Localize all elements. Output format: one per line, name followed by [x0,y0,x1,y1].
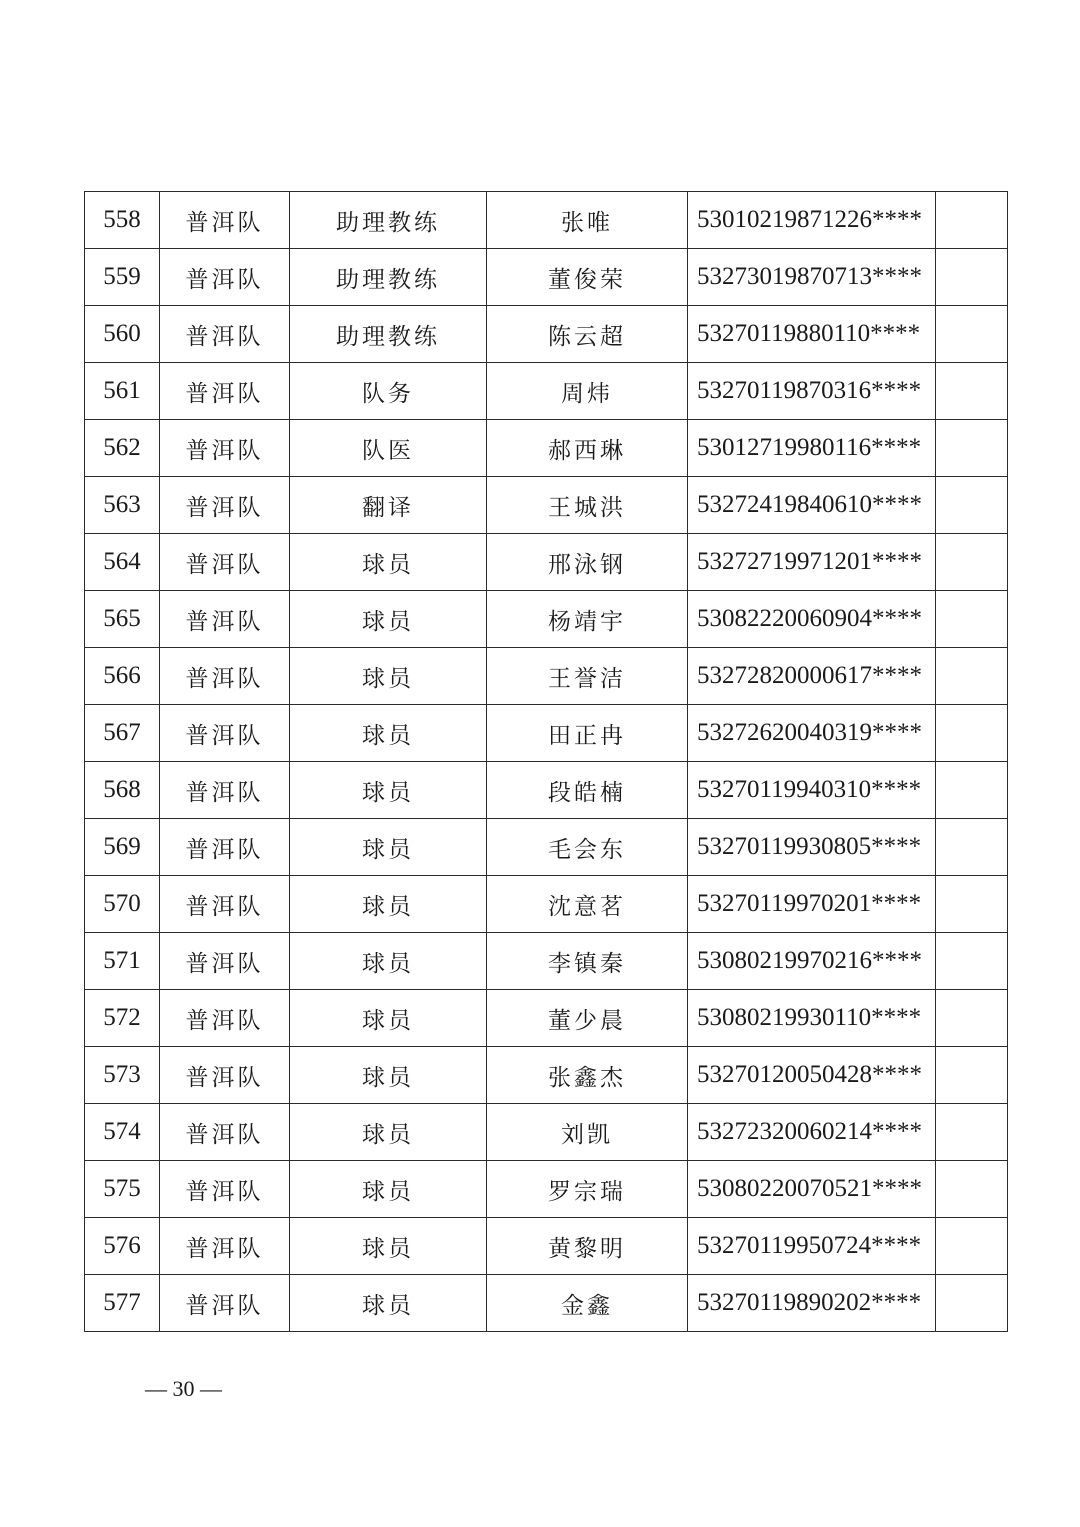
row-number-cell: 566 [85,648,160,705]
remarks-cell [936,1047,1008,1104]
remarks-cell [936,1161,1008,1218]
table-row [85,1275,1008,1332]
team-cell: 普洱队 [160,990,290,1047]
page-number: — 30 — [145,1376,222,1401]
row-number-cell: 573 [85,1047,160,1104]
role-cell: 球员 [290,762,487,819]
role-cell: 球员 [290,819,487,876]
table-row [85,1104,1008,1161]
table-row [85,762,1008,819]
id-number-cell: 53080219930110**** [688,990,936,1047]
team-cell: 普洱队 [160,1161,290,1218]
person-name-cell: 李镇秦 [487,933,688,990]
person-name-cell: 张鑫杰 [487,1047,688,1104]
id-number-cell: 53272719971201**** [688,534,936,591]
row-number-cell: 568 [85,762,160,819]
table-row [85,534,1008,591]
remarks-cell [936,762,1008,819]
row-number-cell: 572 [85,990,160,1047]
role-cell: 球员 [290,1104,487,1161]
person-name-cell: 王誉洁 [487,648,688,705]
id-number-cell: 53270119950724**** [688,1218,936,1275]
id-number-cell: 53270120050428**** [688,1047,936,1104]
id-number-cell: 53080220070521**** [688,1161,936,1218]
remarks-cell [936,1104,1008,1161]
table-row [85,591,1008,648]
row-number-cell: 565 [85,591,160,648]
table-row [85,1218,1008,1275]
row-number-cell: 574 [85,1104,160,1161]
team-cell: 普洱队 [160,249,290,306]
remarks-cell [936,1218,1008,1275]
person-name-cell: 董俊荣 [487,249,688,306]
remarks-cell [936,534,1008,591]
person-name-cell: 段皓楠 [487,762,688,819]
id-number-cell: 53272419840610**** [688,477,936,534]
person-name-cell: 刘凯 [487,1104,688,1161]
table-row [85,249,1008,306]
team-cell: 普洱队 [160,1218,290,1275]
table-row [85,1047,1008,1104]
role-cell: 助理教练 [290,192,487,249]
person-name-cell: 王城洪 [487,477,688,534]
row-number-cell: 562 [85,420,160,477]
role-cell: 球员 [290,591,487,648]
row-number-cell: 577 [85,1275,160,1332]
table-row [85,306,1008,363]
id-number-cell: 53080219970216**** [688,933,936,990]
person-name-cell: 金鑫 [487,1275,688,1332]
person-name-cell: 罗宗瑞 [487,1161,688,1218]
team-cell: 普洱队 [160,363,290,420]
role-cell: 助理教练 [290,249,487,306]
id-number-cell: 53272320060214**** [688,1104,936,1161]
table-row [85,990,1008,1047]
remarks-cell [936,876,1008,933]
role-cell: 球员 [290,1218,487,1275]
team-cell: 普洱队 [160,876,290,933]
remarks-cell [936,1275,1008,1332]
table-row [85,876,1008,933]
id-number-cell: 53082220060904**** [688,591,936,648]
team-cell: 普洱队 [160,648,290,705]
row-number-cell: 558 [85,192,160,249]
remarks-cell [936,363,1008,420]
table-row [85,705,1008,762]
id-number-cell: 53273019870713**** [688,249,936,306]
role-cell: 球员 [290,1047,487,1104]
role-cell: 队务 [290,363,487,420]
role-cell: 翻译 [290,477,487,534]
team-cell: 普洱队 [160,1275,290,1332]
remarks-cell [936,420,1008,477]
remarks-cell [936,477,1008,534]
team-cell: 普洱队 [160,819,290,876]
roster-table-body [85,192,1008,1332]
role-cell: 球员 [290,1161,487,1218]
team-cell: 普洱队 [160,1104,290,1161]
id-number-cell: 53272620040319**** [688,705,936,762]
remarks-cell [936,591,1008,648]
role-cell: 球员 [290,705,487,762]
row-number-cell: 563 [85,477,160,534]
team-cell: 普洱队 [160,1047,290,1104]
team-cell: 普洱队 [160,477,290,534]
id-number-cell: 53012719980116**** [688,420,936,477]
team-cell: 普洱队 [160,705,290,762]
role-cell: 球员 [290,933,487,990]
row-number-cell: 569 [85,819,160,876]
person-name-cell: 田正冉 [487,705,688,762]
row-number-cell: 575 [85,1161,160,1218]
remarks-cell [936,249,1008,306]
person-name-cell: 董少晨 [487,990,688,1047]
table-row [85,648,1008,705]
role-cell: 队医 [290,420,487,477]
team-cell: 普洱队 [160,420,290,477]
person-name-cell: 张唯 [487,192,688,249]
person-name-cell: 沈意茗 [487,876,688,933]
id-number-cell: 53270119870316**** [688,363,936,420]
person-name-cell: 黄黎明 [487,1218,688,1275]
role-cell: 助理教练 [290,306,487,363]
team-cell: 普洱队 [160,762,290,819]
person-name-cell: 郝西琳 [487,420,688,477]
team-cell: 普洱队 [160,534,290,591]
id-number-cell: 53270119970201**** [688,876,936,933]
id-number-cell: 53270119930805**** [688,819,936,876]
table-row [85,1161,1008,1218]
remarks-cell [936,933,1008,990]
row-number-cell: 567 [85,705,160,762]
remarks-cell [936,819,1008,876]
person-name-cell: 周炜 [487,363,688,420]
person-name-cell: 陈云超 [487,306,688,363]
role-cell: 球员 [290,1275,487,1332]
row-number-cell: 559 [85,249,160,306]
row-number-cell: 564 [85,534,160,591]
role-cell: 球员 [290,990,487,1047]
table-row [85,363,1008,420]
row-number-cell: 571 [85,933,160,990]
team-cell: 普洱队 [160,192,290,249]
remarks-cell [936,192,1008,249]
row-number-cell: 561 [85,363,160,420]
table-row [85,420,1008,477]
id-number-cell: 53270119890202**** [688,1275,936,1332]
remarks-cell [936,705,1008,762]
role-cell: 球员 [290,876,487,933]
roster-table [84,191,1008,1332]
id-number-cell: 53272820000617**** [688,648,936,705]
role-cell: 球员 [290,534,487,591]
table-row [85,477,1008,534]
id-number-cell: 53010219871226**** [688,192,936,249]
table-row [85,819,1008,876]
team-cell: 普洱队 [160,933,290,990]
id-number-cell: 53270119940310**** [688,762,936,819]
remarks-cell [936,306,1008,363]
team-cell: 普洱队 [160,306,290,363]
person-name-cell: 杨靖宇 [487,591,688,648]
person-name-cell: 毛会东 [487,819,688,876]
person-name-cell: 邢泳钢 [487,534,688,591]
row-number-cell: 570 [85,876,160,933]
remarks-cell [936,990,1008,1047]
table-row [85,192,1008,249]
row-number-cell: 560 [85,306,160,363]
row-number-cell: 576 [85,1218,160,1275]
remarks-cell [936,648,1008,705]
team-cell: 普洱队 [160,591,290,648]
id-number-cell: 53270119880110**** [688,306,936,363]
table-row [85,933,1008,990]
role-cell: 球员 [290,648,487,705]
